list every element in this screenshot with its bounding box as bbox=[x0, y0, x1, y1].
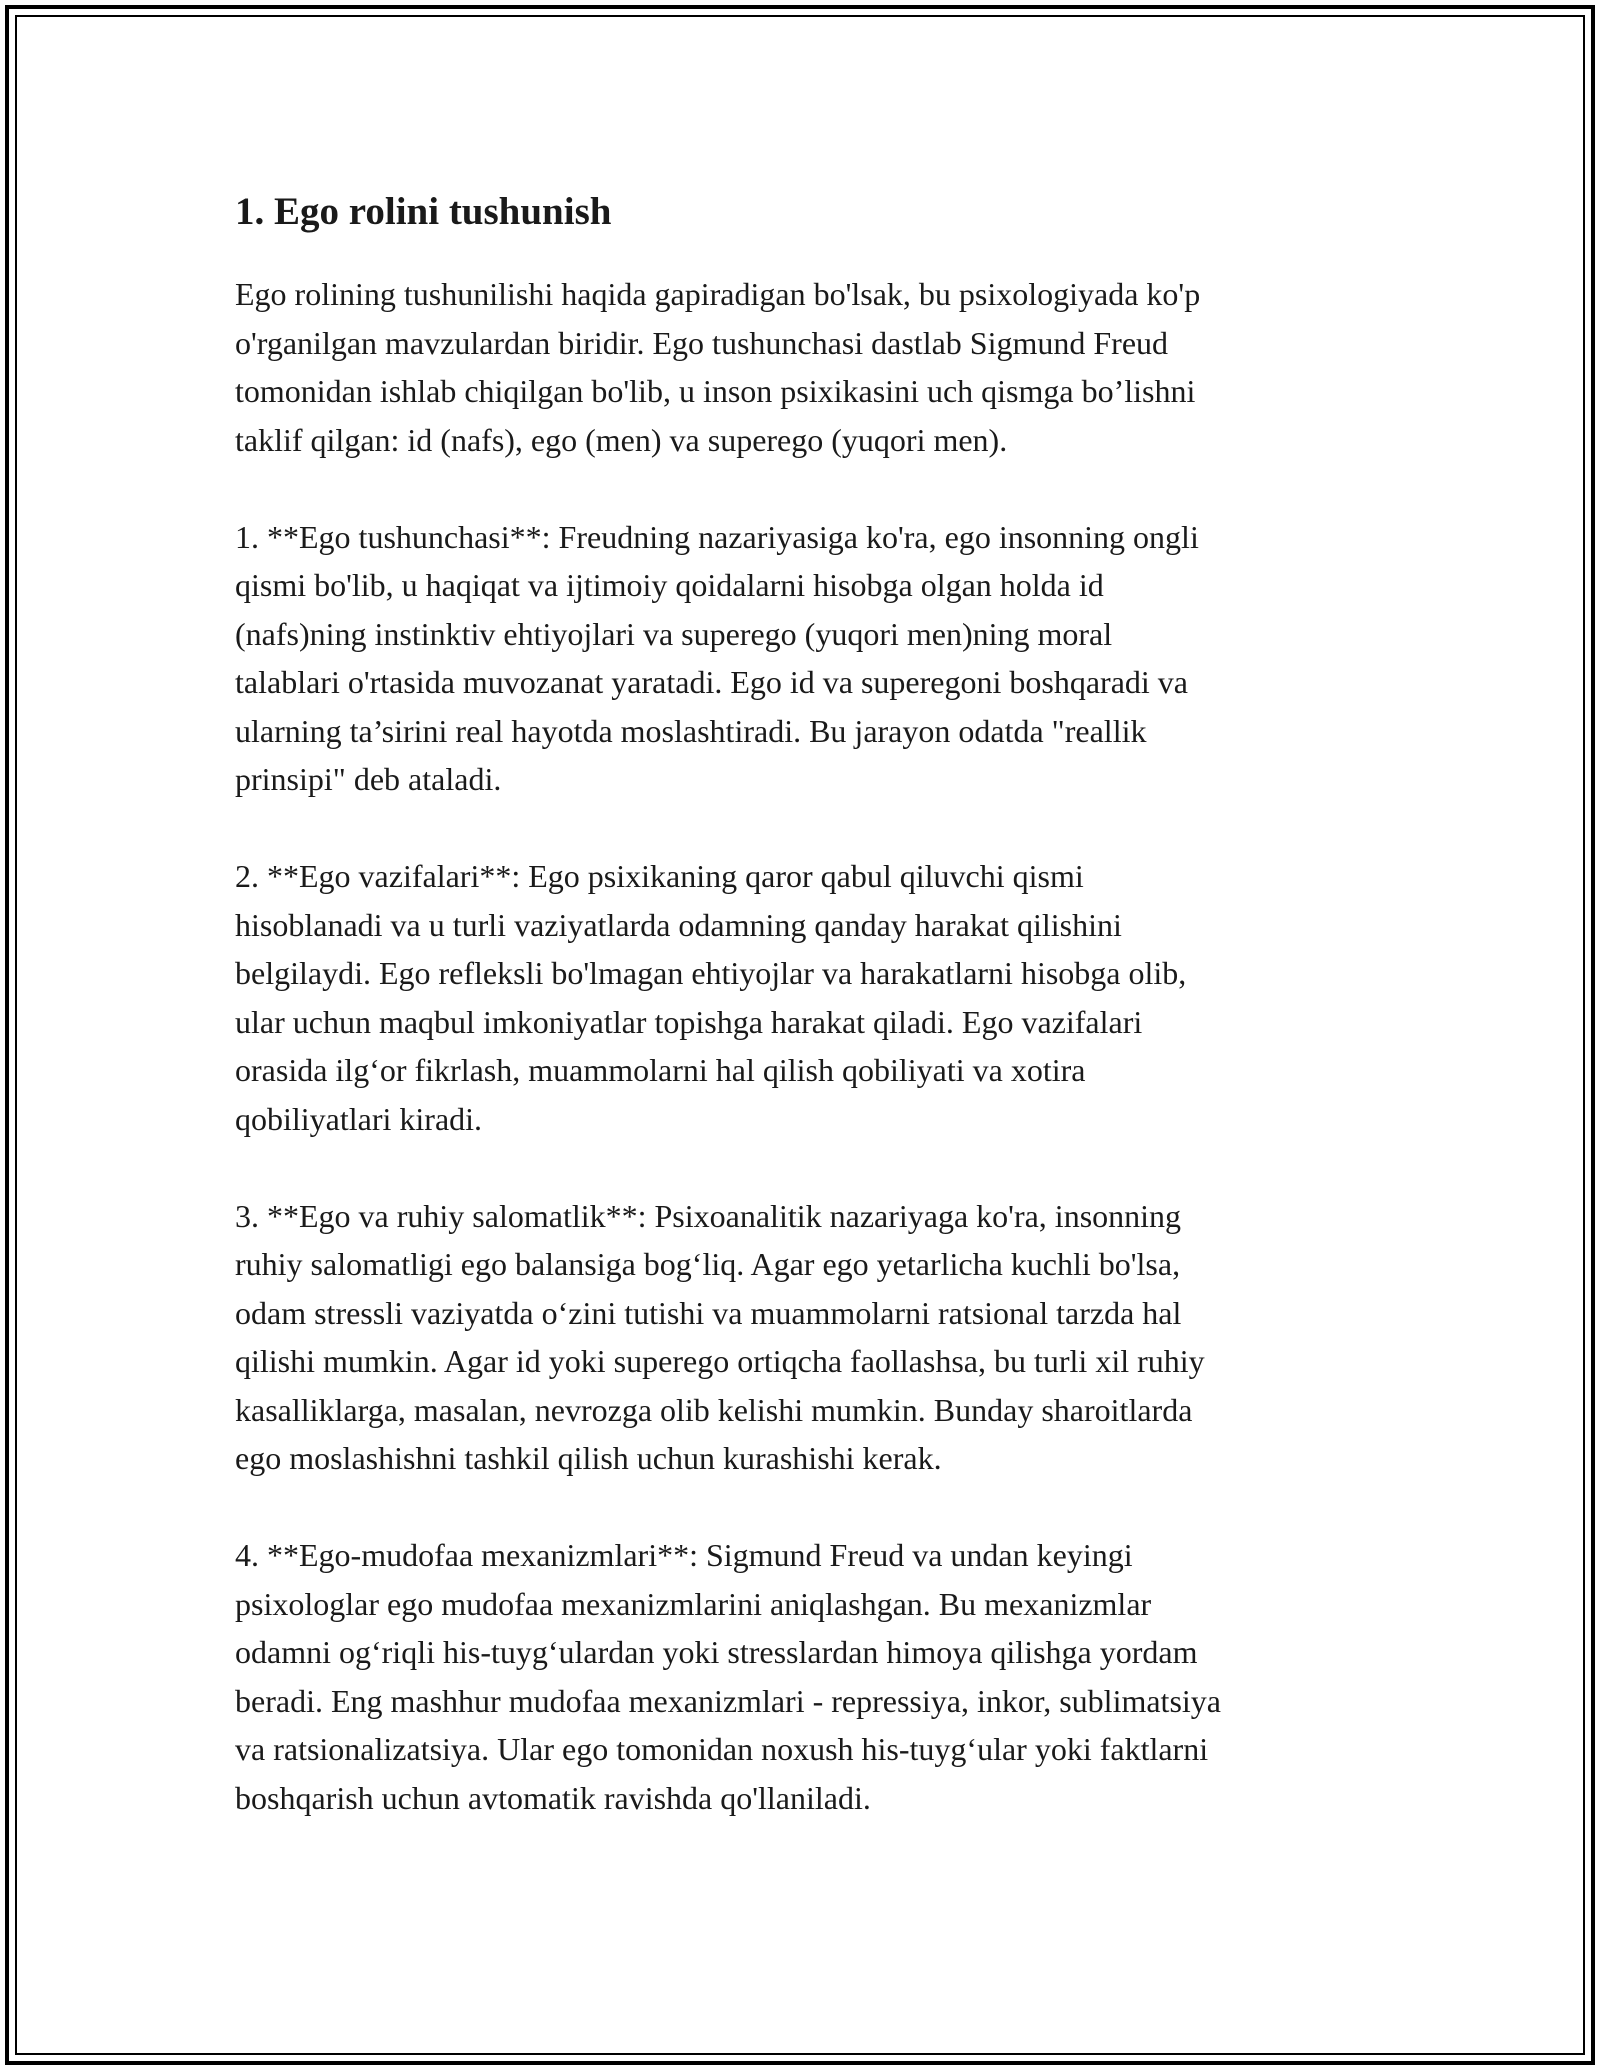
document-body bbox=[235, 180, 1375, 1871]
ego-functions-paragraph: 2. **Ego vazifalari**: Ego psixikaning qaror qabul qiluvchi qismi hisoblanadi va u turli vaziyatlarda odamning qanday harakat qilishini belgilaydi. Ego refleksli bo'lmagan ehtiyojlar va harakatlarni hisobga olib, ular uchun maqbul imkoniyatlar topishga harakat qiladi. Ego vazifalari orasida ilg‘or fikrlash, muammolarni hal qilish qobiliyati va xotira qobiliyatlari kiradi. bbox=[235, 858, 1187, 1137]
section-heading: 1. Ego rolini tushunish bbox=[235, 190, 612, 233]
intro-paragraph: Ego rolining tushunilishi haqida gapiradigan bo'lsak, bu psixologiyada ko'p o'rganilgan mavzulardan biridir. Ego tushunchasi dastlab Sigmund Freud tomonidan ishlab chiqilgan bo'lib, u inson psixikasini uch qismga bo’lishni taklif qilgan: id (nafs), ego (men) va superego (yuqori men). bbox=[235, 276, 1201, 458]
ego-defense-mechanisms-paragraph: 4. **Ego-mudofaa mexanizmlari**: Sigmund Freud va undan keyingi psixologlar ego mudofaa mexanizmlarini aniqlashgan. Bu mexanizmlar odamni og‘riqli his-tuyg‘ulardan yoki stresslardan himoya qilishga yordam beradi. Eng mashhur mudofaa mexanizmlari - repressiya, inkor, sublimatsiya va ratsionalizatsiya. Ular ego tomonidan noxush his-tuyg‘ular yoki faktlarni boshqarish uchun avtomatik ravishda qo'llaniladi. bbox=[235, 1537, 1221, 1816]
ego-mental-health-paragraph: 3. **Ego va ruhiy salomatlik**: Psixoanalitik nazariyaga ko'ra, insonning ruhiy salomatligi ego balansiga bog‘liq. Agar ego yetarlicha kuchli bo'lsa, odam stressli vaziyatda o‘zini tutishi va muammolarni ratsional tarzda hal qilishi mumkin. Agar id yoki superego ortiqcha faollashsa, bu turli xil ruhiy kasalliklarga, masalan, nevrozga olib kelishi mumkin. Bunday sharoitlarda ego moslashishni tashkil qilish uchun kurashishi kerak. bbox=[235, 1197, 1205, 1476]
ego-concept-paragraph: 1. **Ego tushunchasi**: Freudning nazariyasiga ko'ra, ego insonning ongli qismi bo'lib, u haqiqat va ijtimoiy qoidalarni hisobga olgan holda id (nafs)ning instinktiv ehtiyojlari va superego (yuqori men)ning moral talablari o'rtasida muvozanat yaratadi. Ego id va superegoni boshqaradi va ularning ta’sirini real hayotda moslashtiradi. Bu jarayon odatda "reallik prinsipi" deb ataladi. bbox=[235, 518, 1199, 797]
